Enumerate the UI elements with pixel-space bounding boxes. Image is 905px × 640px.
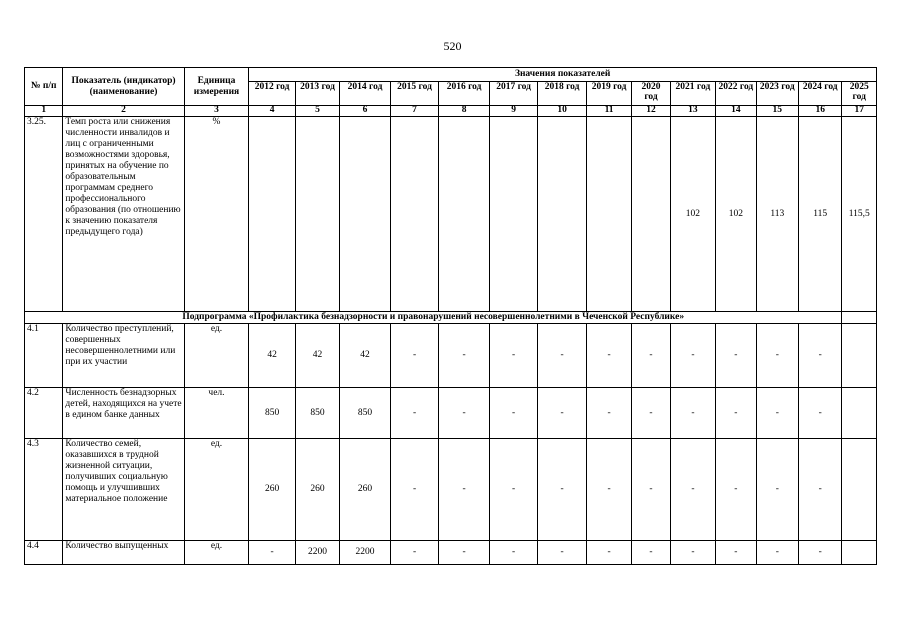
year-header: 2016 год — [439, 82, 490, 106]
year-header: 2024 год — [799, 82, 842, 106]
year-header: 2021 год — [670, 82, 715, 106]
unit-cell: ед. — [184, 541, 249, 565]
column-number: 2 — [63, 106, 184, 117]
value-cell — [295, 117, 339, 312]
value-cell: - — [489, 439, 538, 541]
value-cell: - — [390, 388, 439, 439]
value-cell: 850 — [295, 388, 339, 439]
value-cell: 42 — [340, 324, 391, 388]
table-row — [25, 541, 877, 565]
value-cell: 102 — [716, 117, 756, 312]
indicator-name: Темп роста или снижения численности инвалидов и лиц с ограниченными возможностями здоровья, принятых на обучение по образовательным программам среднего профессионального образования (по отношению к значению показателя предыдущего года) — [63, 117, 184, 312]
unit-cell: % — [184, 117, 249, 312]
row-id: 4.2 — [25, 388, 63, 439]
value-cell — [842, 541, 877, 565]
value-cell: - — [538, 388, 587, 439]
value-cell: 115,5 — [842, 117, 877, 312]
value-cell: 2200 — [295, 541, 339, 565]
value-cell: - — [586, 324, 631, 388]
value-cell: - — [439, 541, 490, 565]
value-cell: - — [670, 541, 715, 565]
value-cell: 113 — [756, 117, 798, 312]
indicator-name: Количество семей, оказавшихся в трудной жизненной ситуации, получивших социальную помощь и улучшивших материальное положение — [63, 439, 184, 541]
row-id: 4.4 — [25, 541, 63, 565]
value-cell: - — [716, 541, 756, 565]
value-cell: - — [439, 439, 490, 541]
value-cell — [842, 388, 877, 439]
value-cell: 42 — [295, 324, 339, 388]
year-header: 2015 год — [390, 82, 439, 106]
value-cell — [842, 324, 877, 388]
indicator-name: Количество преступлений, совершенных несовершеннолетними или при их участии — [63, 324, 184, 388]
value-cell: - — [670, 324, 715, 388]
value-cell: - — [489, 388, 538, 439]
value-cell — [249, 117, 295, 312]
value-cell: - — [756, 439, 798, 541]
unit-cell: ед. — [184, 439, 249, 541]
value-cell: 850 — [340, 388, 391, 439]
year-header: 2025 год — [842, 82, 877, 106]
row-id: 4.3 — [25, 439, 63, 541]
value-cell: 115 — [799, 117, 842, 312]
column-number: 3 — [184, 106, 249, 117]
year-header: 2019 год — [586, 82, 631, 106]
column-number: 8 — [439, 106, 490, 117]
year-header: 2017 год — [489, 82, 538, 106]
value-cell: 850 — [249, 388, 295, 439]
indicator-name: Количество выпущенных — [63, 541, 184, 565]
value-cell: - — [586, 439, 631, 541]
value-cell — [489, 117, 538, 312]
year-header: 2014 год — [340, 82, 391, 106]
value-cell: - — [716, 324, 756, 388]
value-cell: - — [390, 439, 439, 541]
value-cell: - — [538, 541, 587, 565]
value-cell — [439, 117, 490, 312]
subprogram-empty-cell — [842, 312, 877, 324]
value-cell: 260 — [340, 439, 391, 541]
unit-cell: чел. — [184, 388, 249, 439]
year-header: 2018 год — [538, 82, 587, 106]
value-cell: - — [586, 388, 631, 439]
value-cell: - — [249, 541, 295, 565]
column-number: 12 — [632, 106, 670, 117]
value-cell: - — [716, 439, 756, 541]
year-header: 2013 год — [295, 82, 339, 106]
column-number: 1 — [25, 106, 63, 117]
value-cell — [538, 117, 587, 312]
value-cell: - — [756, 324, 798, 388]
column-number: 11 — [586, 106, 631, 117]
value-cell: - — [670, 388, 715, 439]
column-number: 10 — [538, 106, 587, 117]
column-number: 16 — [799, 106, 842, 117]
value-cell: - — [439, 324, 490, 388]
header-num: № п/п — [25, 68, 63, 106]
value-cell: - — [799, 324, 842, 388]
header-indicator: Показатель (индикатор) (наименование) — [63, 68, 184, 106]
year-header: 2023 год — [756, 82, 798, 106]
value-cell: - — [538, 324, 587, 388]
value-cell: 2200 — [340, 541, 391, 565]
column-number: 5 — [295, 106, 339, 117]
value-cell: 102 — [670, 117, 715, 312]
value-cell: - — [632, 388, 670, 439]
column-number: 17 — [842, 106, 877, 117]
value-cell: - — [716, 388, 756, 439]
value-cell: - — [489, 324, 538, 388]
column-number: 4 — [249, 106, 295, 117]
value-cell: - — [538, 439, 587, 541]
unit-cell: ед. — [184, 324, 249, 388]
value-cell: 260 — [249, 439, 295, 541]
value-cell: - — [670, 439, 715, 541]
column-number: 9 — [489, 106, 538, 117]
subprogram-title: Подпрограмма «Профилактика безнадзорности и правонарушений несовершеннолетними в Чеченской Республике» — [25, 312, 842, 324]
year-header: 2022 год — [716, 82, 756, 106]
column-number: 7 — [390, 106, 439, 117]
indicators-table — [24, 67, 877, 565]
value-cell: - — [799, 439, 842, 541]
row-id: 3.25. — [25, 117, 63, 312]
page-number: 520 — [443, 39, 462, 53]
row-id: 4.1 — [25, 324, 63, 388]
value-cell — [632, 117, 670, 312]
value-cell: - — [756, 388, 798, 439]
value-cell: - — [439, 388, 490, 439]
table-row — [25, 439, 877, 541]
value-cell — [390, 117, 439, 312]
value-cell: - — [632, 439, 670, 541]
column-number: 13 — [670, 106, 715, 117]
value-cell: - — [390, 324, 439, 388]
value-cell: - — [799, 541, 842, 565]
value-cell — [340, 117, 391, 312]
table-row — [25, 388, 877, 439]
value-cell: - — [586, 541, 631, 565]
header-values: Значения показателей — [249, 68, 877, 82]
value-cell: - — [799, 388, 842, 439]
value-cell: - — [632, 541, 670, 565]
column-number: 14 — [716, 106, 756, 117]
header-unit: Единица измерения — [184, 68, 249, 106]
column-number: 15 — [756, 106, 798, 117]
year-header: 2012 год — [249, 82, 295, 106]
indicator-name: Численность безнадзорных детей, находящихся на учете в едином банке данных — [63, 388, 184, 439]
value-cell — [586, 117, 631, 312]
value-cell: - — [756, 541, 798, 565]
column-number: 6 — [340, 106, 391, 117]
value-cell: 260 — [295, 439, 339, 541]
value-cell — [842, 439, 877, 541]
table-row — [25, 324, 877, 388]
value-cell: - — [489, 541, 538, 565]
value-cell: - — [632, 324, 670, 388]
year-header: 2020 год — [632, 82, 670, 106]
value-cell: 42 — [249, 324, 295, 388]
value-cell: - — [390, 541, 439, 565]
